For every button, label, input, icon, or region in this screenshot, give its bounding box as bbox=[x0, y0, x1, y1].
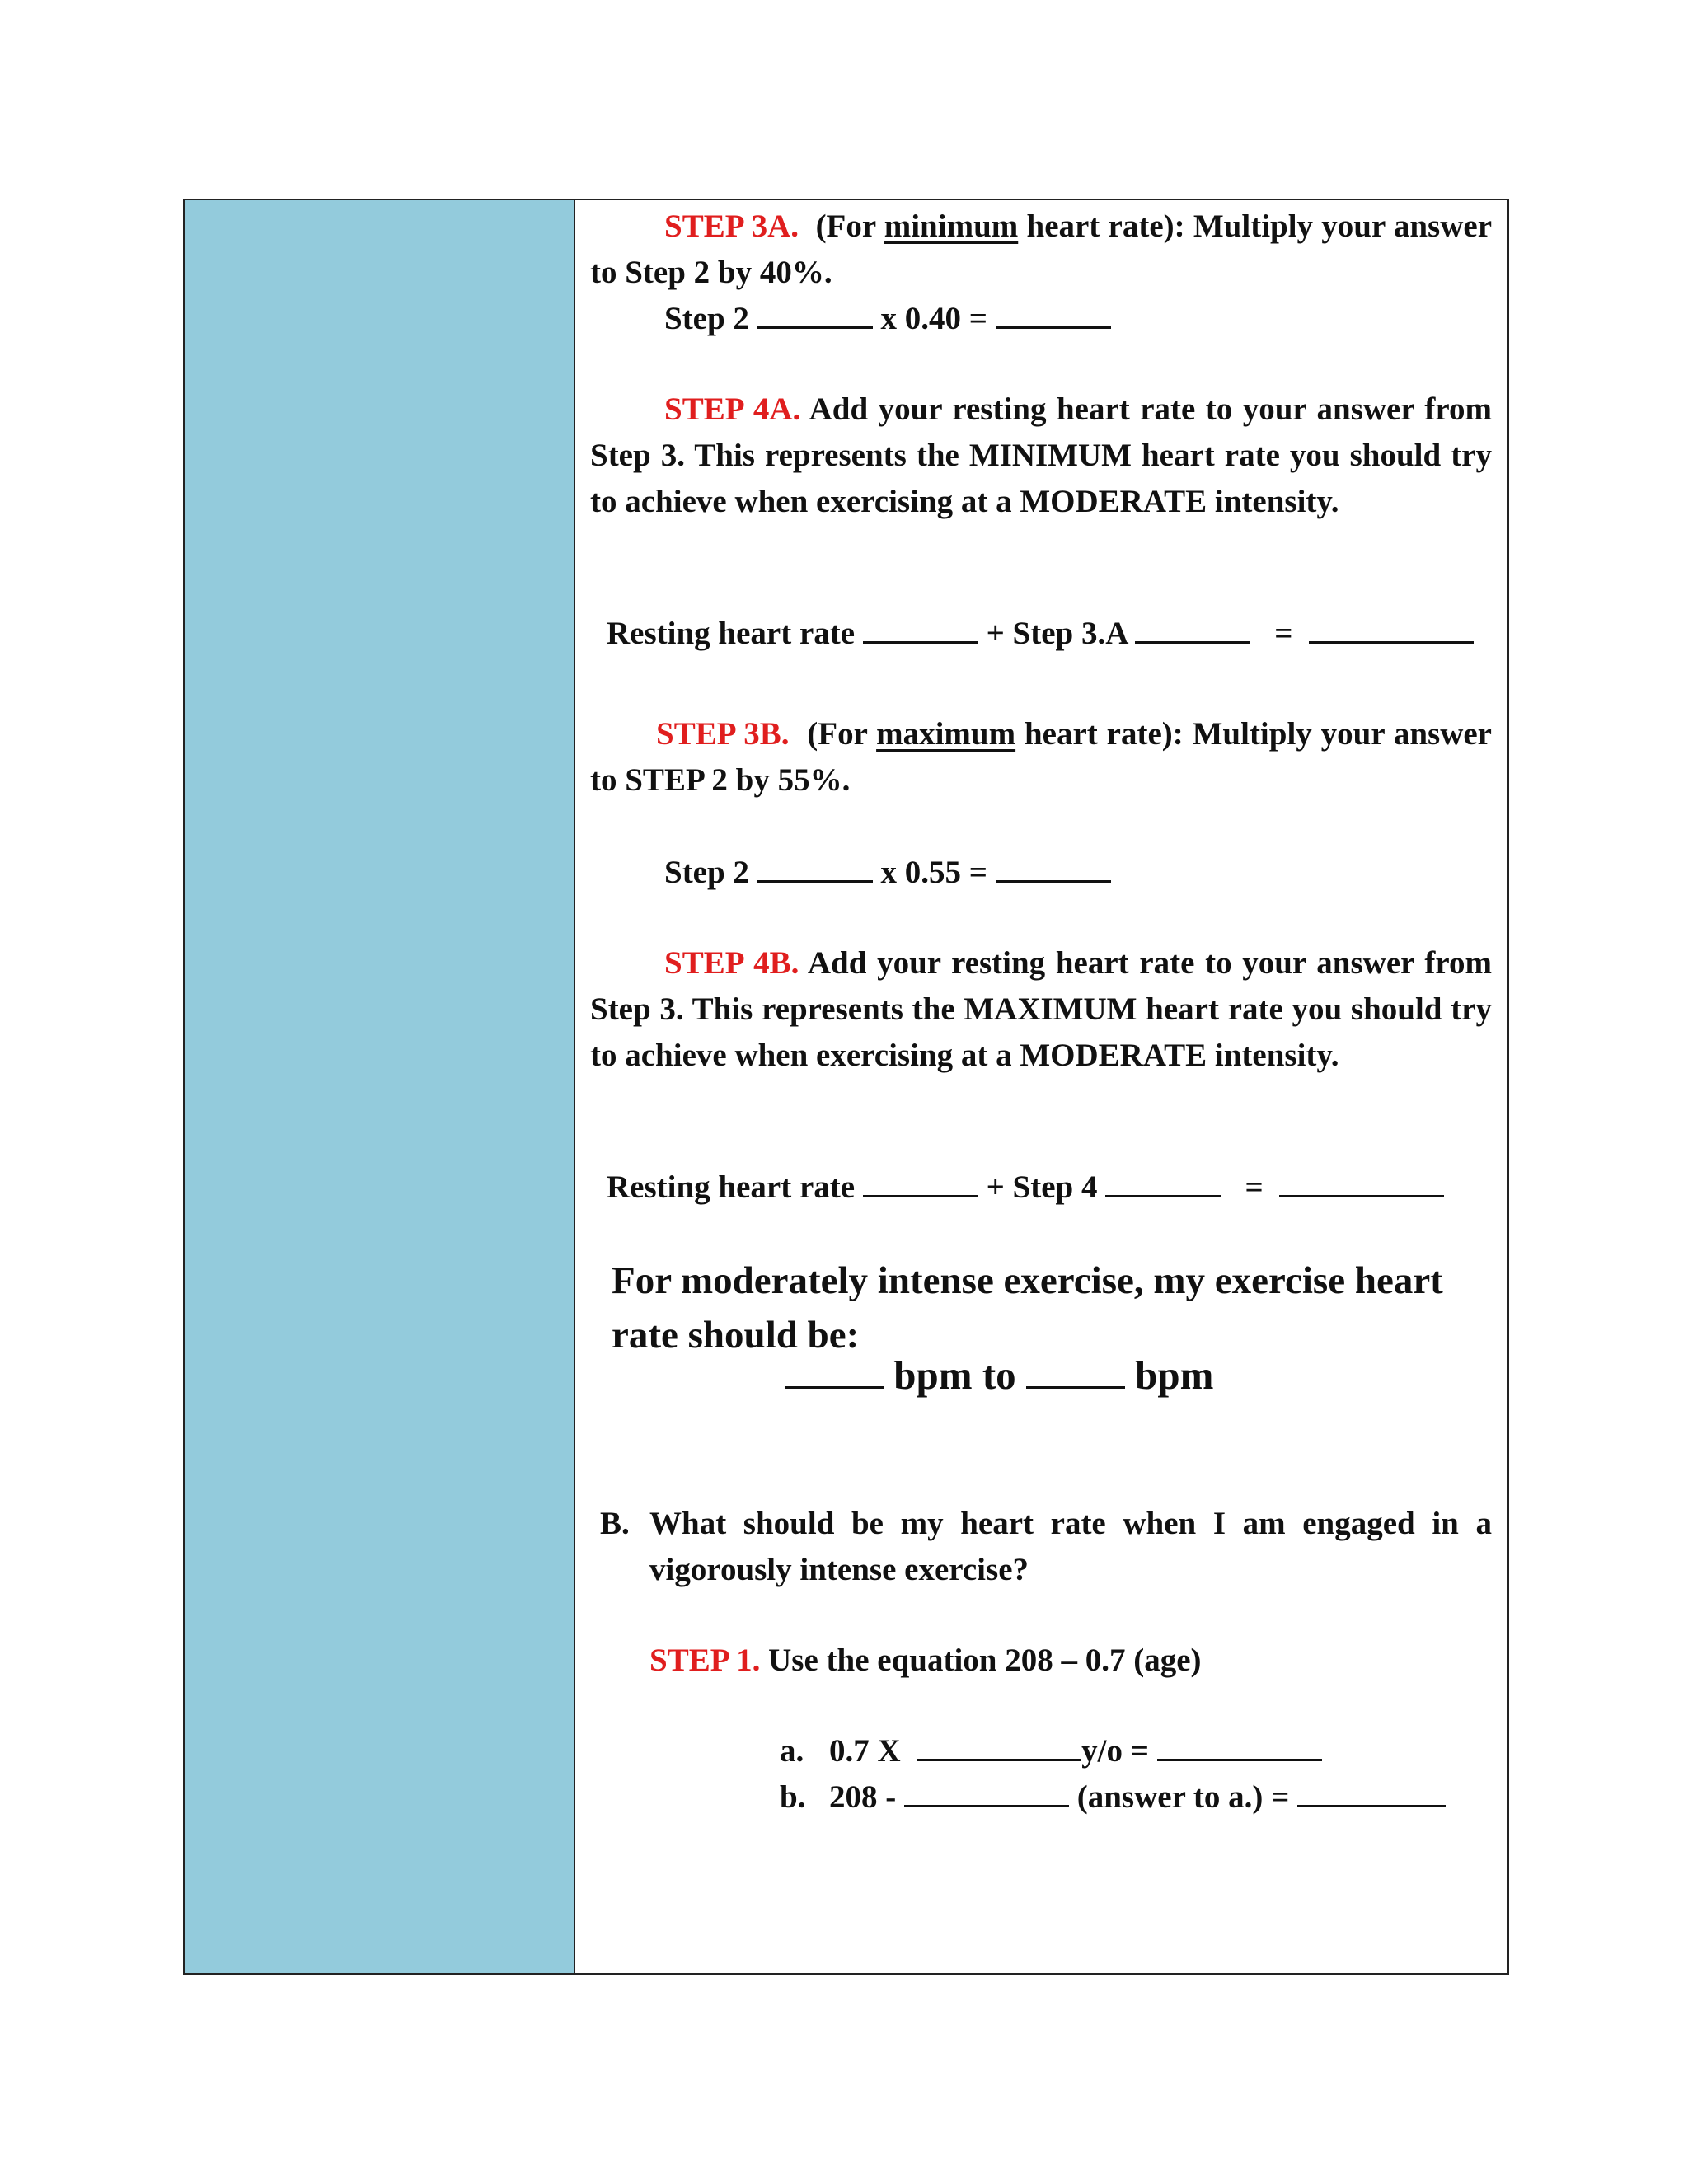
step-3a-blank-2[interactable] bbox=[996, 298, 1111, 329]
section-b-step-1-text: Use the equation 208 – 0.7 (age) bbox=[760, 1643, 1202, 1678]
step-3b-paragraph bbox=[590, 711, 1492, 804]
list-item-b bbox=[780, 1774, 1446, 1821]
step-4b-calc-lead: Resting heart rate bbox=[607, 1169, 856, 1205]
section-b-step-1 bbox=[649, 1638, 1202, 1684]
item-a-blank-2[interactable] bbox=[1157, 1731, 1322, 1761]
item-b-blank-1[interactable] bbox=[904, 1777, 1069, 1807]
section-b-question bbox=[600, 1501, 1492, 1593]
worksheet-box bbox=[183, 199, 1509, 1975]
list-item-a bbox=[780, 1728, 1322, 1774]
section-b-step-1-label: STEP 1. bbox=[649, 1643, 761, 1678]
step-4b-blank-2[interactable] bbox=[1105, 1167, 1221, 1197]
step-3b-calc-mid: x 0.55 = bbox=[880, 855, 987, 890]
item-b-blank-2[interactable] bbox=[1297, 1777, 1446, 1807]
step-3b-prefix: (For bbox=[807, 716, 877, 752]
item-b-marker: b. bbox=[780, 1779, 806, 1815]
step-4b-calc-eq: = bbox=[1245, 1169, 1264, 1205]
bpm-max-blank[interactable] bbox=[1026, 1358, 1125, 1389]
bpm-end-text: bpm bbox=[1135, 1352, 1214, 1398]
step-4b-calc-mid: + Step 4 bbox=[986, 1169, 1098, 1205]
main-column bbox=[575, 200, 1507, 1973]
step-3a-calculation bbox=[664, 296, 1111, 342]
item-a-lead: 0.7 X bbox=[829, 1733, 901, 1769]
item-a-blank-1[interactable] bbox=[917, 1731, 1081, 1761]
item-a-mid: y/o = bbox=[1081, 1733, 1149, 1769]
step-3b-calc-lead: Step 2 bbox=[664, 855, 749, 890]
step-3b-calculation bbox=[664, 850, 1111, 896]
step-4b-text: Add your resting heart rate to your answer from Step 3. This represents the MAXIMUM heart rate you should try to achieve when exercising at a MODERATE intensity. bbox=[590, 945, 1492, 1073]
item-b-lead: 208 - bbox=[829, 1779, 897, 1815]
step-3a-calc-mid: x 0.40 = bbox=[880, 301, 987, 336]
step-3a-blank-1[interactable] bbox=[757, 298, 873, 329]
step-4b-calculation bbox=[607, 1165, 1444, 1211]
step-4a-calc-mid: + Step 3.A bbox=[986, 616, 1128, 651]
step-4b-label: STEP 4B. bbox=[664, 945, 799, 981]
section-b-marker: B. bbox=[600, 1506, 630, 1541]
step-4a-blank-3[interactable] bbox=[1309, 613, 1474, 644]
step-3b-blank-1[interactable] bbox=[757, 852, 873, 883]
step-4a-blank-2[interactable] bbox=[1135, 613, 1250, 644]
step-4a-paragraph bbox=[590, 387, 1492, 525]
step-4a-calc-lead: Resting heart rate bbox=[607, 616, 856, 651]
moderate-summary: For moderately intense exercise, my exercise heart rate should be: bbox=[612, 1259, 1443, 1357]
step-4a-text: Add your resting heart rate to your answer from Step 3. This represents the MINIMUM heart rate you should try to achieve when exercising at a MODERATE intensity. bbox=[590, 391, 1492, 519]
step-3a-keyword: minimum bbox=[884, 209, 1019, 244]
step-3a-prefix: (For bbox=[815, 209, 884, 244]
item-b-mid: (answer to a.) = bbox=[1076, 1779, 1290, 1815]
step-3b-blank-2[interactable] bbox=[996, 852, 1111, 883]
step-4a-label: STEP 4A. bbox=[664, 391, 801, 427]
step-3b-label: STEP 3B. bbox=[656, 716, 790, 752]
step-4b-blank-1[interactable] bbox=[863, 1167, 978, 1197]
section-b-question-text: What should be my heart rate when I am engaged in a vigorously intense exercise? bbox=[649, 1506, 1492, 1587]
bpm-range-line bbox=[785, 1352, 1213, 1399]
bpm-to-text: bpm to bbox=[893, 1352, 1016, 1398]
step-4a-calc-eq: = bbox=[1274, 616, 1293, 651]
step-4b-paragraph bbox=[590, 940, 1492, 1079]
step-3a-text: heart rate): Multiply your answer to Step 2 by 40%. bbox=[590, 209, 1493, 290]
step-3b-text: heart rate): Multiply your answer to STEP 2 by 55%. bbox=[590, 716, 1492, 798]
step-4a-blank-1[interactable] bbox=[863, 613, 978, 644]
side-column bbox=[185, 200, 575, 1973]
step-3a-paragraph bbox=[590, 204, 1492, 296]
bpm-min-blank[interactable] bbox=[785, 1358, 884, 1389]
step-4a-calculation bbox=[607, 611, 1474, 657]
step-3b-keyword: maximum bbox=[876, 716, 1016, 752]
step-3a-label: STEP 3A. bbox=[664, 209, 799, 244]
item-a-marker: a. bbox=[780, 1733, 804, 1769]
step-3a-calc-lead: Step 2 bbox=[664, 301, 749, 336]
step-4b-blank-3[interactable] bbox=[1279, 1167, 1444, 1197]
